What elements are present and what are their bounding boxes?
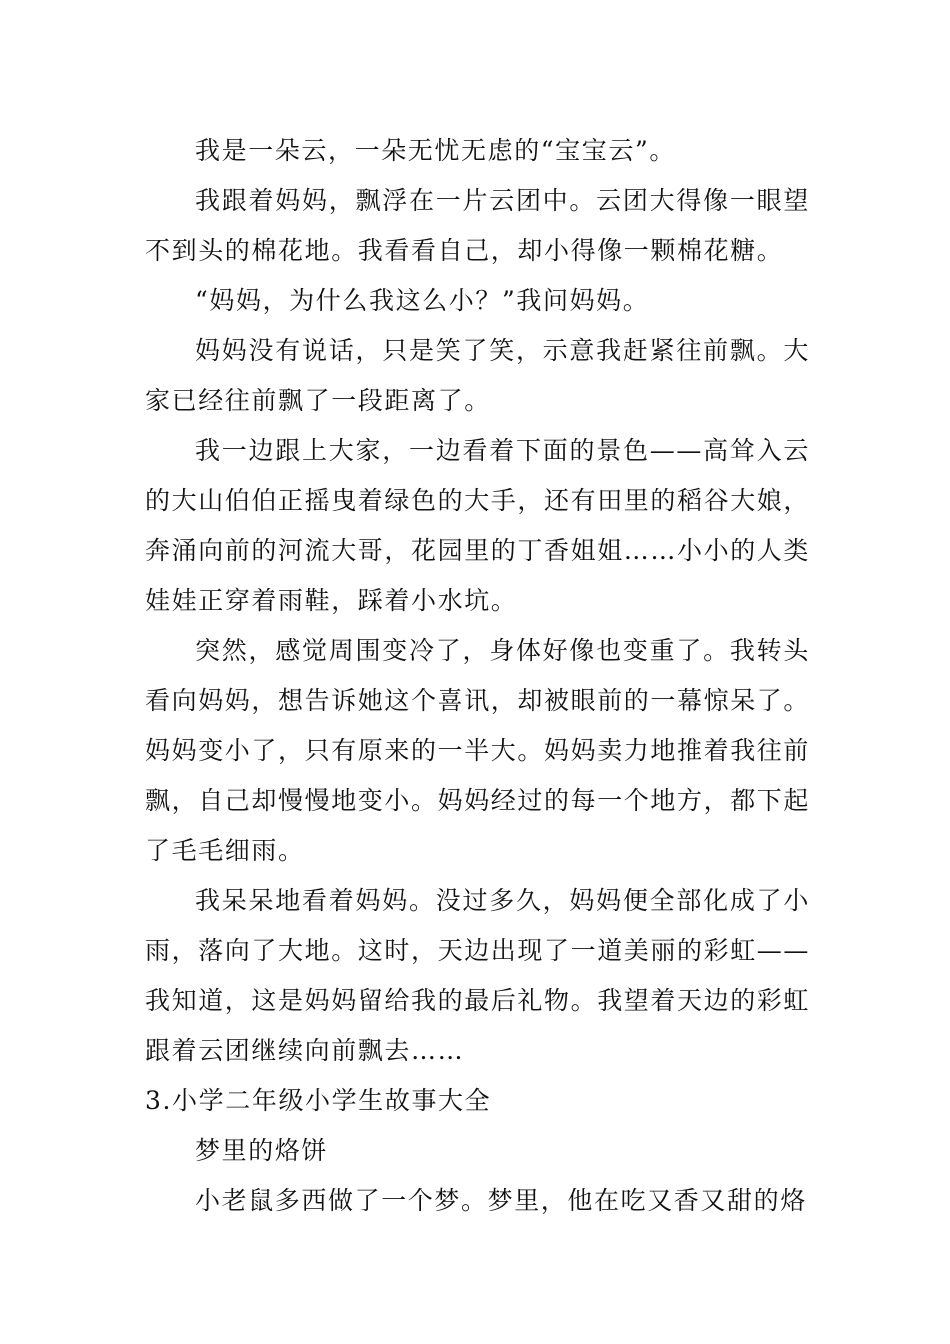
story-paragraph: 我呆呆地看着妈妈。没过多久，妈妈便全部化成了小雨，落向了大地。这时，天边出现了一道美丽的彩虹——我知道，这是妈妈留给我的最后礼物。我望着天边的彩虹跟着云团继续向前飘去…… xyxy=(145,886,811,1065)
story-paragraph: 小老鼠多西做了一个梦。梦里，他在吃又香又甜的烙 xyxy=(195,1186,807,1215)
story-paragraph: 突然，感觉周围变冷了，身体好像也变重了。我转头看向妈妈，想告诉她这个喜讯，却被眼前的一幕惊呆了。妈妈变小了，只有原来的一半大。妈妈卖力地推着我往前飘，自己却慢慢地变小。妈妈经过的每一个地方，都下起了毛毛细雨。 xyxy=(145,636,811,865)
document-page xyxy=(145,126,810,1226)
story-paragraph: 我一边跟上大家，一边看着下面的景色——高耸入云的大山伯伯正摇曳着绿色的大手，还有田里的稻谷大娘，奔涌向前的河流大哥，花园里的丁香姐姐……小小的人类娃娃正穿着雨鞋，踩着小水坑。 xyxy=(145,436,811,615)
story-paragraph: 我是一朵云，一朵无忧无虑的“宝宝云”。 xyxy=(195,136,676,165)
story-paragraph: “妈妈，为什么我这么小？”我问妈妈。 xyxy=(195,286,650,315)
story-title: 梦里的烙饼 xyxy=(195,1136,329,1165)
story-paragraph: 妈妈没有说话，只是笑了笑，示意我赶紧往前飘。大家已经往前飘了一段距离了。 xyxy=(145,336,810,415)
section-heading: 3.小学二年级小学生故事大全 xyxy=(145,1086,492,1115)
story-paragraph: 我跟着妈妈，飘浮在一片云团中。云团大得像一眼望不到头的棉花地。我看看自己，却小得像一颗棉花糖。 xyxy=(145,186,810,265)
